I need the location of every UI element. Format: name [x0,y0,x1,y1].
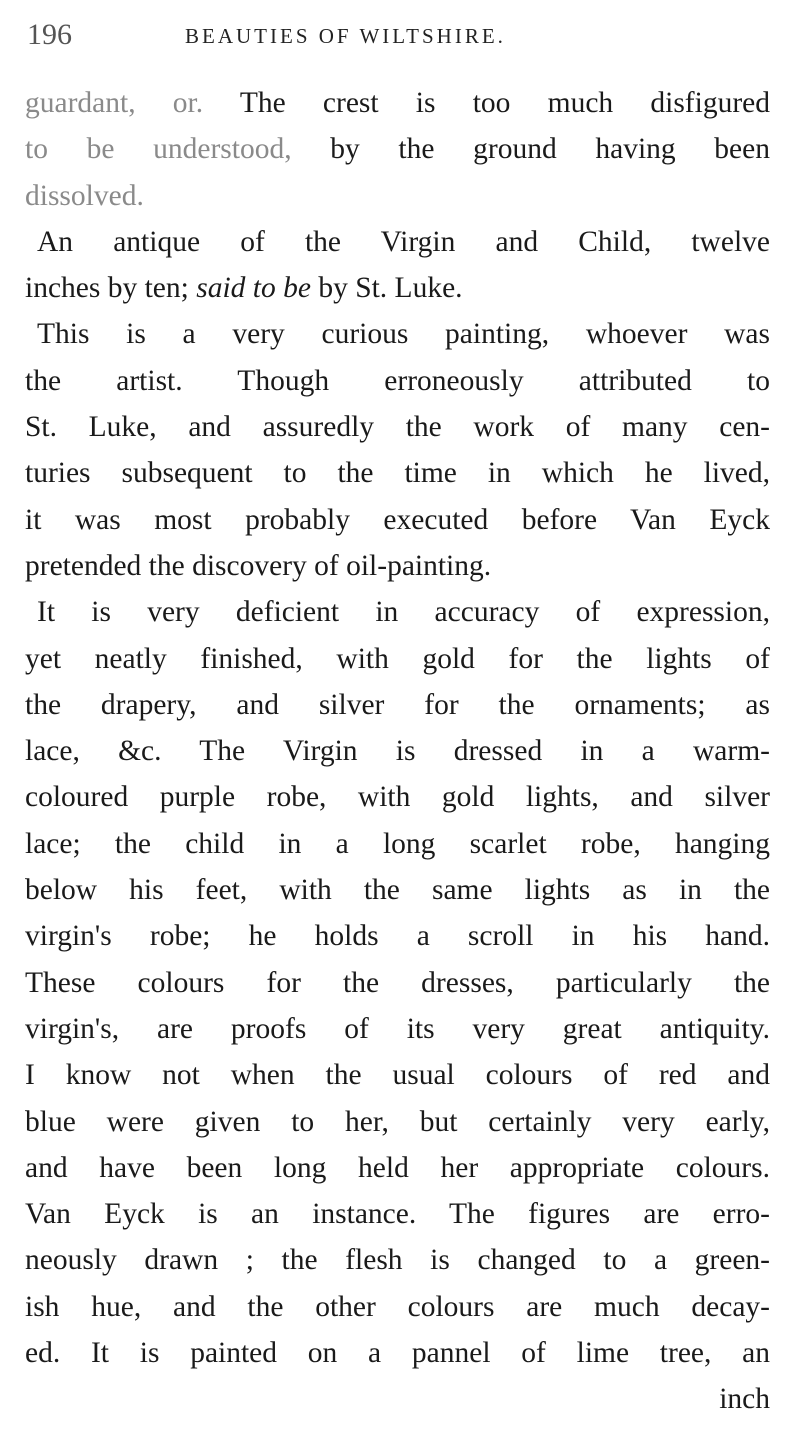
italic-text: said to be [196,272,311,305]
text-line [25,358,770,404]
text-segment: and have been long held her appropriate colours. [25,1151,770,1184]
page-body-text [25,80,770,1423]
text-segment: inch [719,1383,770,1416]
page-header [25,18,770,54]
text-segment: it was most probably executed before Van Eyck [25,503,770,536]
text-segment: virgin's robe; he holds a scroll in his hand. [25,920,770,953]
text-segment: ed. It is painted on a pannel of lime tree, an [25,1337,770,1370]
text-line [25,774,770,820]
text-segment: lace; the child in a long scarlet robe, hanging [25,827,770,860]
text-line [25,682,770,728]
text-segment: virgin's, are proofs of its very great antiquity. [25,1012,770,1045]
text-segment: neously drawn ; the flesh is changed to a green- [25,1244,770,1277]
text-line [25,728,770,774]
text-line [25,543,770,589]
text-segment: It is very deficient in accuracy of expression, [37,596,770,629]
text-segment: below his feet, with the same lights as in the [25,874,770,907]
text-segment: St. Luke, and assuredly the work of many cen- [25,411,770,444]
text-segment: blue were given to her, but certainly very early, [25,1105,770,1138]
text-line [25,173,770,219]
text-line [25,126,770,172]
text-line [25,1191,770,1237]
text-line [25,1376,770,1422]
text-line [25,404,770,450]
text-line [25,80,770,126]
text-segment: the artist. Though erroneously attributed to [25,364,770,397]
text-segment: dissolved. [25,179,144,212]
text-segment: An antique of the Virgin and Child, twelve [37,225,770,258]
text-line [25,1006,770,1052]
text-line [25,311,770,357]
text-line [25,589,770,635]
text-line [25,636,770,682]
running-title: BEAUTIES OF WILTSHIRE. [185,24,506,48]
text-segment: pretended the discovery of oil-painting. [25,549,492,582]
text-segment: the drapery, and silver for the ornaments; as [25,688,770,721]
text-segment: turies subsequent to the time in which he lived, [25,457,770,490]
text-line [25,1284,770,1330]
text-segment: yet neatly finished, with gold for the lights of [25,642,770,675]
text-line [25,867,770,913]
text-segment: coloured purple robe, with gold lights, and silver [25,781,770,814]
text-line [25,219,770,265]
text-segment: ish hue, and the other colours are much decay- [25,1290,770,1323]
text-line [25,497,770,543]
text-segment: guardant, or. [25,87,240,119]
text-segment: by St. Luke. [310,272,463,305]
text-segment: to be understood, [25,133,331,166]
text-segment: inches by ten; [25,272,197,305]
text-segment: The crest is too much disfigured [239,87,770,119]
text-line [25,821,770,867]
text-line [25,450,770,496]
page-number: 196 [27,18,72,51]
text-line [25,1330,770,1376]
text-line [25,1099,770,1145]
text-segment: I know not when the usual colours of red and [25,1059,770,1092]
text-line [25,1237,770,1283]
text-line [25,913,770,959]
text-line [25,265,770,311]
text-line [25,1145,770,1191]
text-segment: by the ground having been [330,133,770,166]
text-line [25,960,770,1006]
text-segment: These colours for the dresses, particularly the [25,966,770,999]
text-segment: This is a very curious painting, whoever was [37,318,770,351]
text-segment: lace, &c. The Virgin is dressed in a warm- [25,735,770,768]
text-line [25,1052,770,1098]
text-segment: Van Eyck is an instance. The figures are erro- [25,1198,770,1231]
